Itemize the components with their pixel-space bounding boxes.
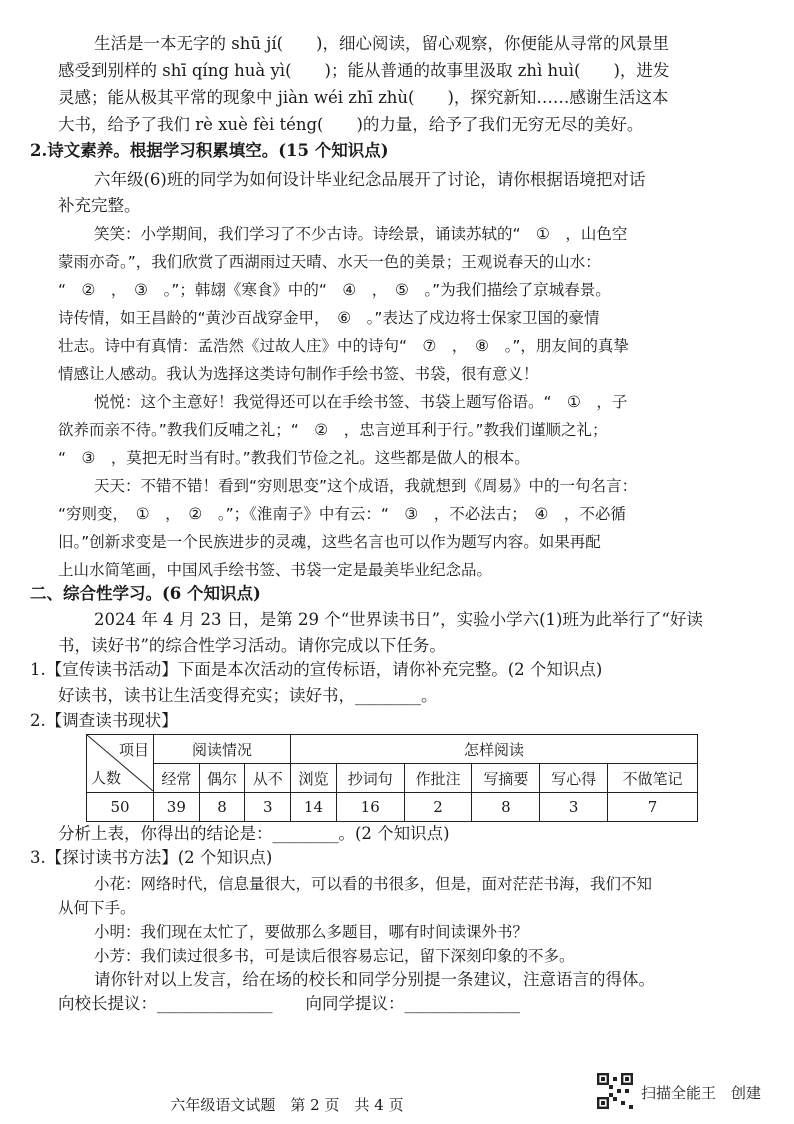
q2-title: 2.诗文素养。根据学习积累填空。(15 个知识点) <box>30 141 389 160</box>
col-header: 不做笔记 <box>608 764 698 793</box>
intro-line-4: 大书，给予了我们 rè xuè fèi téng( )的力量，给予了我们无穷无尽的美好。 <box>58 115 644 134</box>
intro-line-3: 灵感；能从极其平常的现象中 jiàn wéi zhī zhù( )，探究新知……感谢生活这本 <box>58 88 669 107</box>
yueyue-line-3: “ ③ ，莫把无时当有时。”教我们节俭之礼。这些都是做人的根本。 <box>58 449 530 467</box>
task-1-title: 1.【宣传读书活动】下面是本次活动的宣传标语，请你补充完整。(2 个知识点) <box>30 660 603 679</box>
qr-code-icon <box>597 1073 633 1109</box>
value-cell: 7 <box>608 793 698 822</box>
table-corner-cell <box>87 735 154 793</box>
section-2-title: 二、综合性学习。(6 个知识点) <box>30 584 261 603</box>
task-2-title: 2.【调查读书现状】 <box>30 711 178 730</box>
col-header: 抄词句 <box>336 764 404 793</box>
col-header: 经常 <box>154 764 200 793</box>
page-footer: 六年级语文试题 第 2 页 共 4 页 <box>170 1096 404 1114</box>
intro-line-2: 感受到别样的 shī qíng huà yì( )；能从普通的故事里汲取 zhì huì( )，进发 <box>58 61 670 80</box>
value-cell: 8 <box>199 793 245 822</box>
xiaohua-line-1: 小花：网络时代，信息量很大，可以看的书很多，但是，面对茫茫书海，我们不知 <box>94 875 653 893</box>
tiantian-line-2: “穷则变， ① ， ② 。”；《淮南子》中有云：“ ③ ，不必法古； ④ ，不必循 <box>58 505 626 523</box>
yueyue-line-2: 欲养而亲不待。”教我们反哺之礼；“ ② ，忠言逆耳利于行。”教我们谨顺之礼； <box>58 421 608 439</box>
col-header: 作批注 <box>404 764 472 793</box>
col-header: 偶尔 <box>199 764 245 793</box>
section-2-intro-2: 书，读好书”的综合性学习活动。请你完成以下任务。 <box>58 636 446 655</box>
xiaofang-line: 小芳：我们读过很多书，可是读后很容易忘记，留下深刻印象的不多。 <box>94 947 575 965</box>
xiaoxiao-line-2: 蒙雨亦奇。”，我们欣赏了西湖雨过天晴、水天一色的美景；王观说春天的山水： <box>58 253 601 271</box>
header-people: 人数 <box>91 769 122 787</box>
task-3-title: 3.【探讨读书方法】(2 个知识点) <box>30 848 273 867</box>
xiaoxiao-line-5: 壮志。诗中有真情：孟浩然《过故人庄》中的诗句“ ⑦ ， ⑧ 。”，朋友间的真挚 <box>58 337 629 355</box>
xiaoxiao-line-3: “ ② ， ③ 。”；韩翃《寒食》中的“ ④ ， ⑤ 。”为我们描绘了京城春景。 <box>58 281 611 299</box>
xiaoxiao-line-6: 情感让人感动。我认为选择这类诗句制作手绘书签、书袋，很有意义！ <box>58 365 539 383</box>
value-cell: 14 <box>291 793 337 822</box>
suggestion-prompt: 请你针对以上发言，给在场的校长和同学分别提一条建议，注意语言的得体。 <box>94 970 655 989</box>
xiaoming-line: 小明：我们现在太忙了，要做那么多题目，哪有时间读课外书？ <box>94 923 529 941</box>
xiaohua-line-2: 从何下手。 <box>58 899 136 917</box>
reading-survey-table <box>86 734 698 822</box>
col-header: 从不 <box>245 764 291 793</box>
value-cell: 2 <box>404 793 472 822</box>
header-item: 项目 <box>118 741 149 759</box>
section-2-intro-1: 2024 年 4 月 23 日，是第 29 个“世界读书日”，实验小学六(1)班为此举行了“好读 <box>94 610 703 629</box>
value-cell: 3 <box>540 793 608 822</box>
col-header: 浏览 <box>291 764 337 793</box>
tiantian-line-4: 上山水简笔画，中国风手绘书签、书袋一定是最美毕业纪念品。 <box>58 561 493 579</box>
scanner-watermark: 扫描全能王 创建 <box>641 1084 762 1102</box>
total-cell: 50 <box>87 793 154 822</box>
yueyue-line-1: 悦悦：这个主意好！我觉得还可以在手绘书签、书袋上题写俗语。“ ① ，子 <box>94 393 628 411</box>
task-1-slogan: 好读书，读书让生活变得充实；读好书，________。 <box>58 686 438 705</box>
tiantian-line-3: 旧。”创新求变是一个民族进步的灵魂，这些名言也可以作为题写内容。如果再配 <box>58 533 601 551</box>
xiaoxiao-line-4: 诗传情，如王昌龄的“黄沙百战穿金甲， ⑥ 。”表达了戍边将士保家卫国的豪情 <box>58 309 600 327</box>
tiantian-line-1: 天天：不错不错！看到“穷则思变”这个成语，我就想到《周易》中的一句名言： <box>94 477 638 495</box>
value-cell: 3 <box>245 793 291 822</box>
xiaoxiao-line-1: 笑笑：小学期间，我们学习了不少古诗。诗绘景，诵读苏轼的“ ① ，山色空 <box>94 225 628 243</box>
q2-instruction-1: 六年级(6)班的同学为如何设计毕业纪念品展开了讨论，请你根据语境把对话 <box>94 170 646 189</box>
suggestion-blanks: 向校长提议：______________ 向同学提议：______________ <box>58 994 520 1013</box>
value-cell: 39 <box>154 793 200 822</box>
table-conclusion-prompt: 分析上表，你得出的结论是：________。(2 个知识点) <box>58 824 450 843</box>
col-header: 写心得 <box>540 764 608 793</box>
group-reading-method: 怎样阅读 <box>291 735 698 764</box>
value-cell: 16 <box>336 793 404 822</box>
group-reading-status: 阅读情况 <box>154 735 291 764</box>
value-cell: 8 <box>472 793 540 822</box>
intro-line-1: 生活是一本无字的 shū jí( )，细心阅读，留心观察，你便能从寻常的风景里 <box>94 34 669 53</box>
q2-instruction-2: 补充完整。 <box>58 196 141 215</box>
col-header: 写摘要 <box>472 764 540 793</box>
